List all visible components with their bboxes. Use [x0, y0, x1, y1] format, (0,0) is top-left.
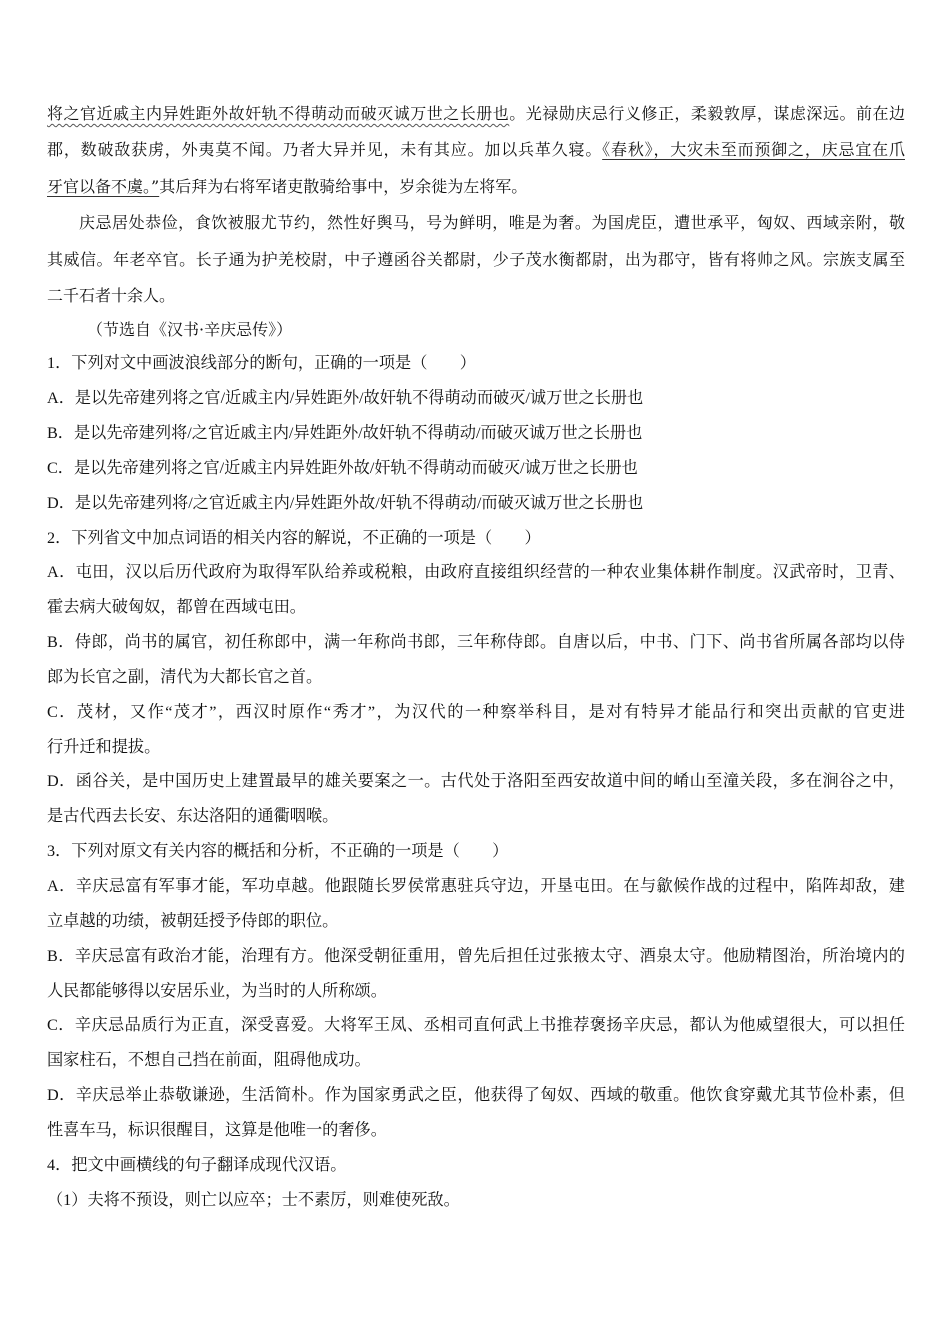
passage	[47, 96, 905, 346]
answer-option: C．辛庆忌品质行为正直，深受喜爱。大将军王凤、丞相司直何武上书推荐褒扬辛庆忌，都认为他威望很大，可以担任	[47, 1016, 905, 1035]
answer-option: D．辛庆忌举止恭敬谦逊，生活简朴。作为国家勇武之臣，他获得了匈奴、西域的敬重。他饮食穿戴尤其节俭朴素，但	[47, 1086, 905, 1105]
answer-option: C．是以先帝建列将之官/近戚主内异姓距外故/奸轨不得萌动而破灭/诚万世之长册也	[47, 458, 638, 477]
underlined-sentence: 牙官以备不虞。”	[47, 176, 160, 196]
answer-option: B．是以先帝建列将/之官近戚主内/异姓距外/故奸轨不得萌动/而破灭诚万世之长册也	[47, 424, 643, 443]
passage-text: 其后拜为右将军诸吏散骑给事中，岁余徙为左将军。	[159, 176, 528, 196]
source-citation: （节选自《汉书·辛庆忌传》）	[87, 320, 293, 340]
translation-item: （1）夫将不预设，则亡以应卒；士不素厉，则难使死敌。	[47, 1190, 460, 1209]
passage-line	[47, 169, 905, 205]
answer-option: 人民都能够得以安居乐业，为当时的人所称颂。	[47, 981, 387, 1000]
question-stem: 3．下列对原文有关内容的概括和分析，不正确的一项是（ ）	[47, 842, 509, 861]
question-stem: 4．把文中画横线的句子翻译成现代汉语。	[47, 1155, 347, 1174]
answer-option: A．屯田，汉以后历代政府为取得军队给养或税粮，由政府直接组织经营的一种农业集体耕作制度。汉武帝时，卫青、	[47, 563, 905, 582]
wavy-underlined-text: 将之官近戚主内异姓距外故奸轨不得萌动而破灭诚万世之长册也	[47, 104, 510, 123]
answer-option: B．辛庆忌富有政治才能，治理有方。他深受朝征重用，曾先后担任过张掖太守、酒泉太守。他励精图治，所治境内的	[47, 946, 905, 965]
answer-option: 是古代西去长安、东达洛阳的通衢咽喉。	[47, 807, 339, 826]
passage-line: 庆忌居处恭俭，食饮被服尤节约，然性好舆马，号为鲜明，唯是为奢。为国虎臣，遭世承平，匈奴、西域亲附，敬	[79, 213, 905, 233]
question-stem: 2．下列省文中加点词语的相关内容的解说，不正确的一项是（ ）	[47, 528, 541, 547]
passage-text: 。光禄勋庆忌行义修正，柔毅敦厚，谋虑深远。前在边	[509, 104, 905, 123]
answer-option: B．侍郎，尚书的属官，初任称郎中，满一年称尚书郎，三年称侍郎。自唐以后，中书、门下、尚书省所属各部均以侍	[47, 633, 905, 652]
passage-line	[47, 132, 905, 168]
answer-option: A．辛庆忌富有军事才能，军功卓越。他跟随长罗侯常惠驻兵守边，开垦屯田。在与歙候作战的过程中，陷阵却敌，建	[47, 877, 905, 895]
answer-option: A．是以先帝建列将之官/近戚主内/异姓距外/故奸轨不得萌动而破灭/诚万世之长册也	[47, 389, 644, 408]
answer-option: 立卓越的功绩，被朝廷授予侍郎的职位。	[47, 911, 339, 930]
passage-line: 二千石者十余人。	[47, 285, 176, 305]
questions	[47, 346, 905, 1217]
passage-line	[47, 96, 905, 132]
answer-option: 郎为长官之副，清代为大都长官之首。	[47, 667, 323, 686]
answer-option: C．茂材，又作“茂才”，西汉时原作“秀才”，为汉代的一种察举科目，是对有特异才能品行和突出贡献的官吏进	[47, 702, 905, 721]
underlined-sentence: 《春秋》，大灾未至而预御之，庆忌宜在爪	[602, 140, 905, 160]
answer-option: 霍去病大破匈奴，都曾在西域屯田。	[47, 598, 306, 617]
question-stem: 1．下列对文中画波浪线部分的断句，正确的一项是（ ）	[47, 354, 476, 373]
document-page	[47, 96, 905, 1217]
answer-option: 行升迁和提拔。	[47, 737, 161, 756]
answer-option: 国家柱石，不想自己挡在前面，阻碍他成功。	[47, 1051, 371, 1070]
passage-text: 郡，数破敌获虏，外夷莫不闻。乃者大异并见，未有其应。加以兵革久寝。	[47, 140, 603, 160]
answer-option: D．是以先帝建列将/之官近戚主内/异姓距外故/奸轨不得萌动/而破灭诚万世之长册也	[47, 493, 644, 512]
passage-line: 其威信。年老卒官。长子通为护羌校尉，中子遵函谷关都尉，少子茂水衡都尉，出为郡守，皆有将帅之风。宗族支属至	[47, 249, 905, 269]
answer-option: D．函谷关，是中国历史上建置最早的雄关要案之一。古代处于洛阳至西安故道中间的崤山至潼关段，多在涧谷之中，	[47, 772, 905, 791]
answer-option: 性喜车马，标识很醒目，这算是他唯一的奢侈。	[47, 1120, 387, 1139]
